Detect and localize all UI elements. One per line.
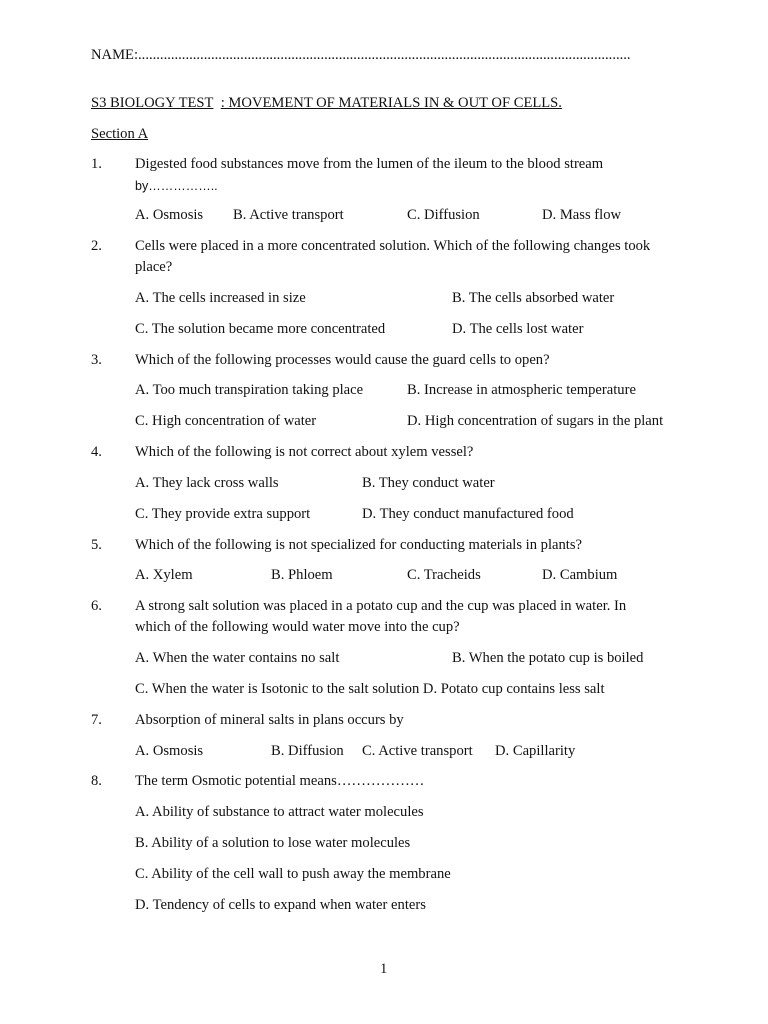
name-line: NAME:.......................................................................................................................................	[91, 47, 631, 63]
question-number: 2.	[91, 238, 102, 254]
option-a: A. Ability of substance to attract water molecules	[135, 804, 424, 820]
option-b: B. Increase in atmospheric temperature	[407, 382, 636, 398]
question-text: The term Osmotic potential means………………	[135, 773, 425, 789]
option-b: B. They conduct water	[362, 475, 495, 491]
question-number: 8.	[91, 773, 102, 789]
question-number: 6.	[91, 598, 102, 614]
question-number: 1.	[91, 156, 102, 172]
option-c: C. Tracheids	[407, 567, 481, 583]
option-c: C. They provide extra support	[135, 506, 311, 522]
test-topic: : MOVEMENT OF MATERIALS IN & OUT OF CELLS.	[220, 95, 562, 111]
option-a: A. They lack cross walls	[135, 475, 279, 491]
question-number: 4.	[91, 444, 102, 460]
question-text-continued: which of the following would water move into the cup?	[135, 619, 460, 635]
question-text: Which of the following processes would cause the guard cells to open?	[135, 352, 550, 368]
option-b: B. Ability of a solution to lose water molecules	[135, 835, 411, 851]
option-d: D. Tendency of cells to expand when water enters	[135, 897, 426, 913]
option-c-d: C. When the water is Isotonic to the salt solution D. Potato cup contains less salt	[135, 681, 605, 697]
question-number: 3.	[91, 352, 102, 368]
question-text: Cells were placed in a more concentrated solution. Which of the following changes took	[135, 238, 651, 254]
question-text: Which of the following is not correct about xylem vessel?	[135, 444, 474, 460]
question-text: Which of the following is not specialized for conducting materials in plants?	[135, 537, 583, 553]
option-d: D. Mass flow	[542, 207, 622, 223]
test-title	[91, 94, 562, 112]
option-d: D. Capillarity	[495, 743, 576, 759]
option-d: D. They conduct manufactured food	[362, 506, 574, 522]
test-label: S3 BIOLOGY TEST	[91, 95, 214, 111]
option-d: D. High concentration of sugars in the plant	[407, 413, 664, 429]
option-a: A. Osmosis	[135, 207, 204, 223]
option-d: D. Cambium	[542, 567, 618, 583]
option-c: C. Active transport	[362, 743, 473, 759]
option-a: A. Too much transpiration taking place	[135, 382, 364, 398]
option-a: A. When the water contains no salt	[135, 650, 340, 666]
option-b: B. The cells absorbed water	[452, 290, 615, 306]
option-c: C. High concentration of water	[135, 413, 317, 429]
page-number: 1	[380, 961, 388, 977]
question-text-continued: by……………..	[135, 179, 218, 193]
option-c: C. The solution became more concentrated	[135, 321, 386, 337]
question-text: A strong salt solution was placed in a potato cup and the cup was placed in water. In	[135, 598, 627, 614]
question-number: 7.	[91, 712, 102, 728]
option-c: C. Diffusion	[407, 207, 480, 223]
option-b: B. Active transport	[233, 207, 344, 223]
question-number: 5.	[91, 537, 102, 553]
question-text-continued: place?	[135, 259, 173, 275]
option-b: B. When the potato cup is boiled	[452, 650, 644, 666]
option-b: B. Diffusion	[271, 743, 344, 759]
option-d: D. The cells lost water	[452, 321, 584, 337]
option-a: A. The cells increased in size	[135, 290, 306, 306]
option-c: C. Ability of the cell wall to push away the membrane	[135, 866, 451, 882]
option-b: B. Phloem	[271, 567, 333, 583]
question-text: Digested food substances move from the lumen of the ileum to the blood stream	[135, 156, 604, 172]
section-heading: Section A	[91, 126, 149, 142]
question-text: Absorption of mineral salts in plans occurs by	[135, 712, 404, 728]
option-a: A. Osmosis	[135, 743, 204, 759]
option-a: A. Xylem	[135, 567, 193, 583]
